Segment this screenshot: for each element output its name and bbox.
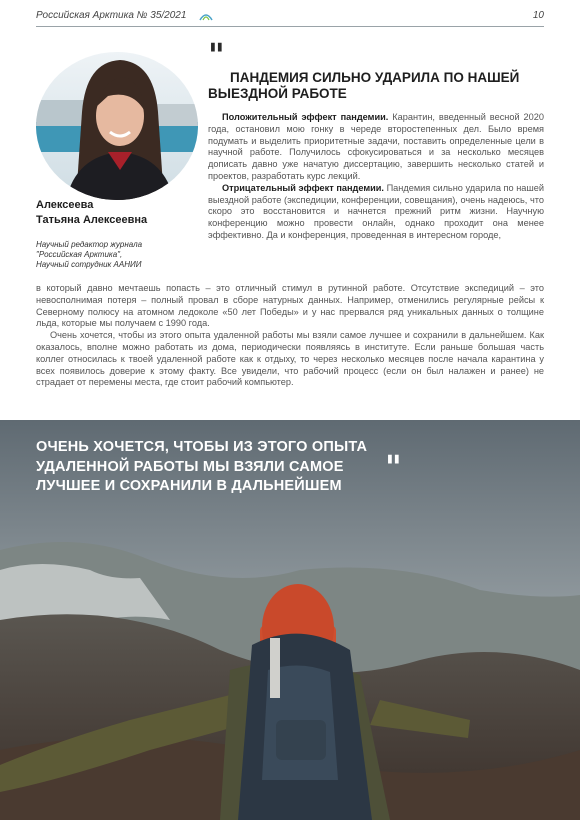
article-body-full [36,283,544,389]
paragraph-lead: Положительный эффект пандемии. [222,112,389,122]
author-role-line: "Российская Арктика", [36,250,123,259]
author-given-names: Татьяна Алексеевна [36,214,148,226]
opening-quote-mark: " [208,36,225,74]
author-surname: Алексеева [36,199,94,211]
paragraph-lead: Отрицательный эффект пандемии. [222,182,384,193]
paragraph-text: Карантин, введенный весной 2020 года, остановил мою гонку в череде второстепенных дел. Было время подумать и выделить приоритетные задачи, поставить определенные цели в научной работе. Получилось сфокусироваться и за несколько месяцев дописать давно уже начатую диссертацию, завершить несколько статей и проектов, разработать курс лекций. [208,112,544,181]
page-header [36,8,544,27]
article-headline: ПАНДЕМИЯ СИЛЬНО УДАРИЛА ПО НАШЕЙ ВЫЕЗДНОЙ РАБОТЕ [208,70,520,101]
paragraph-negative [208,183,544,242]
author-portrait [36,52,198,200]
author-name [36,198,147,228]
paragraph-positive [208,112,544,183]
paragraph-remote-work: Очень хочется, чтобы из этого опыта удаленной работы мы взяли самое лучшее и сохранили в дальнейшем. Как оказалось, вполне можно работать из дома, периодически появляясь в институте. Если раньше большая часть коллег относилась к твоей удаленной работе как к отдыху, то через несколько месяцев после начала карантина у всех появилось доверие к этому факту. Все увидели, что рабочий процесс (если он был налажен и ранее) не страдает от перемены места, где стоит рабочий компьютер. [36,330,544,388]
closing-quote-mark: " [385,448,402,486]
journal-logo-icon [198,8,214,22]
author-role-line: Научный редактор журнала [36,240,143,249]
paragraph-negative-continued: в который давно мечтаешь попасть – это отличный стимул в рутинной работе. Отсутствие экспедиций – это невосполнимая потеря – полный провал в сборе натурных данных. Например, отменились регулярные рейсы к Северному полюсу на атомном ледоколе «50 лет Победы» и у нас прервался ряд уникальных данных о толщине льда, которые мы получаем с 1990 года. [36,283,544,329]
page-number: 10 [532,10,544,21]
article-body-column [208,112,544,242]
pull-quote: ОЧЕНЬ ХОЧЕТСЯ, ЧТОБЫ ИЗ ЭТОГО ОПЫТА УДАЛЕННОЙ РАБОТЫ МЫ ВЗЯЛИ САМОЕ ЛУЧШЕЕ И СОХРАНИЛИ В ДАЛЬНЕЙШЕМ [36,439,368,494]
journal-title: Российская Арктика № 35/2021 [36,10,187,21]
author-role [36,240,142,270]
author-role-line: Научный сотрудник ААНИИ [36,260,142,269]
paragraph-text: Пандемия сильно ударила по нашей выездной работе (экспедиции, конференции, совещания), очень надеюсь, что скоро это восстановится и начнется прежний ритм жизни. Научную конференцию можно провести онлайн, однако проходит она менее эффективно. Да и конференция, проведенная в интересном городе, [208,182,544,240]
